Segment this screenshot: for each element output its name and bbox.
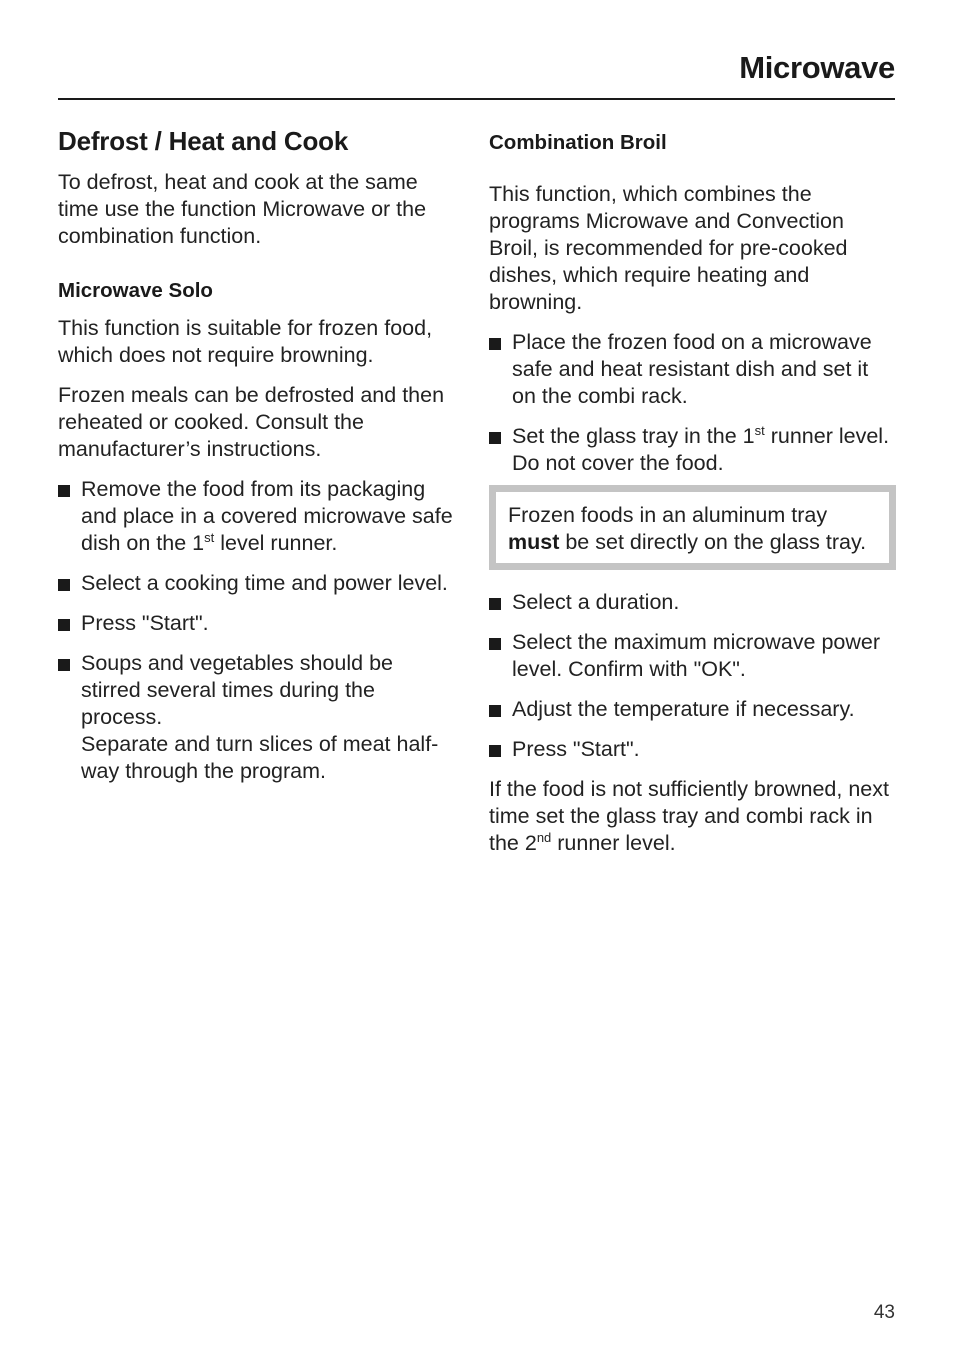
ordinal-suffix: st [204,530,215,545]
page-header-title: Microwave [739,50,895,85]
list-item [489,329,896,410]
right-column [489,124,896,870]
list-item [58,476,458,557]
list-item [489,736,896,763]
ordinal-suffix: st [754,423,765,438]
bullet-square-icon [489,338,501,350]
bullet-square-icon [489,705,501,717]
list-item-text: Press "Start". [81,611,209,635]
header-divider [58,98,895,100]
closing-paragraph [489,776,896,857]
list-item-text: Select a cooking time and power level. [81,571,448,595]
list-item [489,696,896,723]
paragraph-frozen-meals: Frozen meals can be defrosted and then reheated or cooked. Consult the manufacturer’s instructions. [58,383,445,461]
list-item-text: Select a duration. [512,590,680,614]
paragraph-suitability: This function is suitable for frozen food, which does not require browning. [58,316,433,367]
note-box [489,485,896,570]
list-item [489,423,896,477]
bullet-square-icon [489,598,501,610]
closing-text-tail: runner level. [551,831,676,855]
list-item [58,570,458,597]
left-column [58,124,458,798]
list-item [489,629,896,683]
list-item [58,650,458,785]
list-item-text-tail: runner level. Do not cover the food. [512,424,890,475]
ordinal-suffix: nd [536,830,552,845]
note-text-tail: be set directly on the glass tray. [559,530,867,554]
intro-paragraph-combination: This function, which combines the programs Microwave and Convection Broil, is recommended for pre-cooked dishes, which require heating and browning. [489,182,848,314]
section-title: Defrost / Heat and Cook [58,126,349,156]
bullet-square-icon [58,579,70,591]
list-item-text: Soups and vegetables should be stirred several times during the process. [81,651,393,729]
list-item-text: Press "Start". [512,737,640,761]
note-emphasis: must [508,530,560,554]
bullet-square-icon [489,432,501,444]
list-item-text: Select the maximum microwave power level. Confirm with "OK". [512,630,881,681]
bullet-square-icon [58,619,70,631]
subsection-title-combination-broil: Combination Broil [489,131,667,154]
note-text: Frozen foods in an aluminum tray [508,503,828,527]
page-number: 43 [873,1302,895,1323]
bullet-square-icon [489,745,501,757]
bullet-square-icon [58,659,70,671]
list-item-text: Place the frozen food on a microwave safe and heat resistant dish and set it on the combi rack. [512,330,872,408]
subsection-title-microwave-solo: Microwave Solo [58,279,213,302]
list-item [489,589,896,616]
list-item-text: Adjust the temperature if necessary. [512,697,855,721]
closing-text: If the food is not sufficiently browned, next time set the glass tray and combi rack in the 2 [489,777,889,855]
intro-paragraph: To defrost, heat and cook at the same time use the function Microwave or the combination function. [58,170,427,248]
list-item-text-tail: level runner. [214,531,338,555]
list-item-text: Set the glass tray in the 1 [512,424,755,448]
bullet-square-icon [58,485,70,497]
bullet-square-icon [489,638,501,650]
list-item-text: Remove the food from its packaging and place in a covered microwave safe dish on the 1 [81,477,453,555]
list-item [58,610,458,637]
list-item-text-continued: Separate and turn slices of meat half-way through the program. [81,732,439,783]
